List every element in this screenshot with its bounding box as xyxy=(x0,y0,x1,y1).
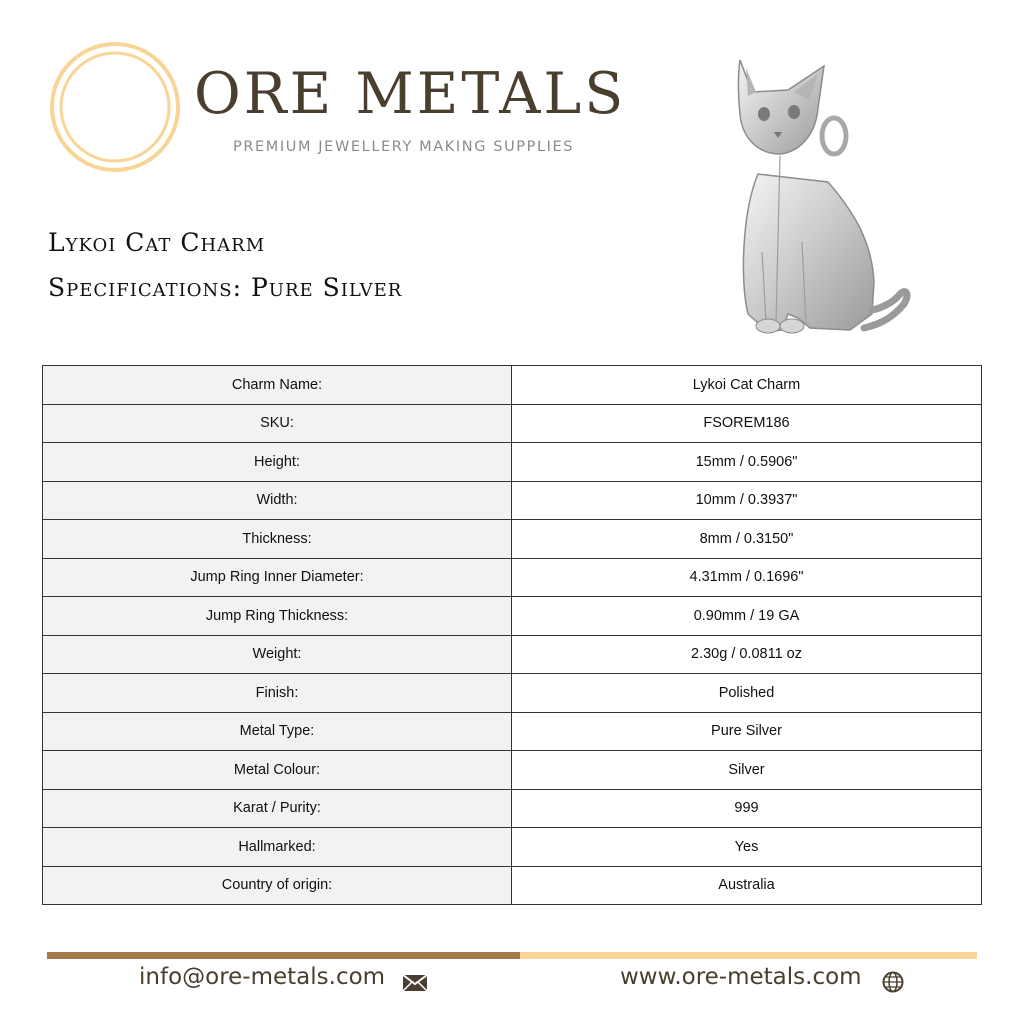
spec-value: Lykoi Cat Charm xyxy=(512,366,982,405)
spec-row xyxy=(43,558,982,597)
specs-table xyxy=(42,365,982,905)
brand-tagline: PREMIUM JEWELLERY MAKING SUPPLIES xyxy=(233,139,575,155)
spec-row xyxy=(43,674,982,713)
spec-row xyxy=(43,597,982,636)
spec-value: Yes xyxy=(512,828,982,867)
footer-email[interactable]: info@ore-metals.com xyxy=(139,964,386,990)
spec-row xyxy=(43,712,982,751)
spec-label: Height: xyxy=(43,443,512,482)
spec-label: Jump Ring Inner Diameter: xyxy=(43,558,512,597)
logo-rings-icon xyxy=(48,40,182,174)
spec-label: Metal Type: xyxy=(43,712,512,751)
spec-label: Thickness: xyxy=(43,520,512,559)
spec-row xyxy=(43,481,982,520)
product-title: Lykoi Cat Charm xyxy=(48,228,266,257)
spec-label: Finish: xyxy=(43,674,512,713)
brand-name: ORE METALS xyxy=(194,61,627,127)
footer-bar-left xyxy=(47,952,520,959)
spec-value: 10mm / 0.3937" xyxy=(512,481,982,520)
spec-label: Jump Ring Thickness: xyxy=(43,597,512,636)
spec-label: Metal Colour: xyxy=(43,751,512,790)
spec-value: 8mm / 0.3150" xyxy=(512,520,982,559)
spec-value: 15mm / 0.5906" xyxy=(512,443,982,482)
specs-heading: Specifications: Pure Silver xyxy=(48,273,403,302)
cat-charm-image xyxy=(722,52,918,340)
spec-label: SKU: xyxy=(43,404,512,443)
spec-label: Hallmarked: xyxy=(43,828,512,867)
globe-icon xyxy=(882,971,904,993)
footer-bar-right xyxy=(520,952,977,959)
spec-row xyxy=(43,443,982,482)
spec-value: Silver xyxy=(512,751,982,790)
spec-value: 4.31mm / 0.1696" xyxy=(512,558,982,597)
spec-value: FSOREM186 xyxy=(512,404,982,443)
spec-row xyxy=(43,789,982,828)
spec-row xyxy=(43,635,982,674)
spec-row xyxy=(43,751,982,790)
spec-row xyxy=(43,404,982,443)
spec-value: 2.30g / 0.0811 oz xyxy=(512,635,982,674)
spec-value: 0.90mm / 19 GA xyxy=(512,597,982,636)
envelope-icon xyxy=(402,974,428,992)
spec-row xyxy=(43,520,982,559)
spec-label: Width: xyxy=(43,481,512,520)
spec-row xyxy=(43,828,982,867)
spec-value: 999 xyxy=(512,789,982,828)
spec-label: Country of origin: xyxy=(43,866,512,905)
spec-label: Weight: xyxy=(43,635,512,674)
spec-value: Pure Silver xyxy=(512,712,982,751)
spec-label: Karat / Purity: xyxy=(43,789,512,828)
spec-value: Polished xyxy=(512,674,982,713)
footer-website[interactable]: www.ore-metals.com xyxy=(620,964,862,990)
spec-value: Australia xyxy=(512,866,982,905)
spec-label: Charm Name: xyxy=(43,366,512,405)
spec-row xyxy=(43,866,982,905)
spec-row xyxy=(43,366,982,405)
